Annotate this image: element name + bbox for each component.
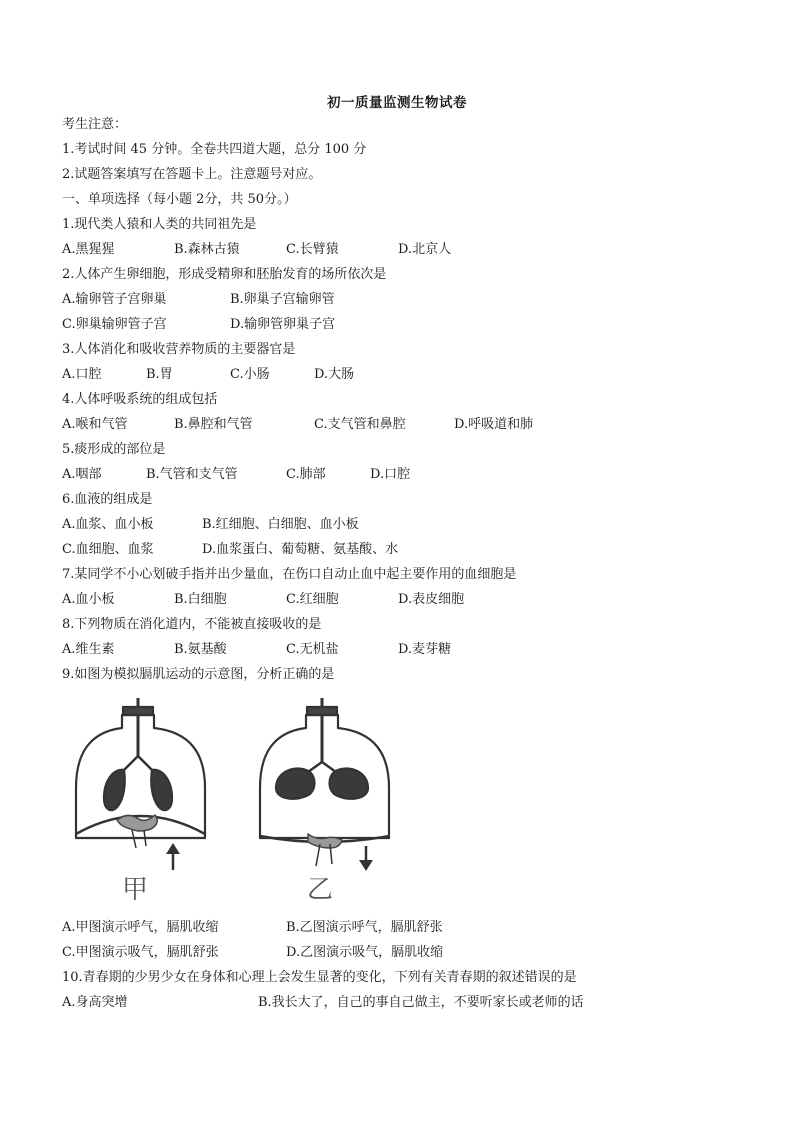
option-d: D.血浆蛋白、葡萄糖、氨基酸、水 — [202, 542, 399, 557]
option-row — [62, 291, 762, 309]
question-stem: 5.痰形成的部位是 — [62, 442, 166, 457]
diaphragm-model-diagram — [62, 698, 392, 908]
option-row — [62, 541, 762, 559]
option-b: B.卵巢子宫输卵管 — [230, 292, 335, 307]
option-c: C.长臂猿 — [286, 242, 339, 257]
question-stem: 9.如图为模拟膈肌运动的示意图，分析正确的是 — [62, 667, 335, 682]
option-b: B.我长大了，自己的事自己做主，不要听家长或老师的话 — [258, 995, 584, 1010]
option-a: A.维生素 — [62, 642, 115, 657]
option-d: D.北京人 — [398, 242, 452, 257]
option-c: C.肺部 — [286, 467, 326, 482]
option-c: C.卵巢输卵管子宫 — [62, 317, 167, 332]
question-stem: 7.某同学不小心划破手指并出少量血，在伤口自动止血中起主要作用的血细胞是 — [62, 567, 517, 582]
section-heading: 一、单项选择（每小题 2分，共 50分。） — [62, 192, 297, 207]
option-b: B.白细胞 — [174, 592, 227, 607]
option-a: A.甲图演示呼气，膈肌收缩 — [62, 920, 219, 935]
option-row — [62, 641, 762, 659]
option-b: B.乙图演示呼气，膈肌舒张 — [286, 920, 443, 935]
option-b: B.胃 — [146, 367, 173, 382]
figure-label-jia: 甲 — [122, 875, 149, 905]
diaphragm-model-figure — [62, 698, 392, 908]
option-c: C.血细胞、血浆 — [62, 542, 154, 557]
note-2: 2.试题答案填写在答题卡上。注意题号对应。 — [62, 167, 322, 182]
option-row — [62, 944, 762, 962]
option-a: A.喉和气管 — [62, 417, 128, 432]
option-d: D.口腔 — [370, 467, 411, 482]
option-row — [62, 591, 762, 609]
option-d: D.麦芽糖 — [398, 642, 452, 657]
option-a: A.输卵管子宫卵巢 — [62, 292, 167, 307]
notice-header: 考生注意： — [62, 117, 128, 132]
note-1: 1.考试时间 45 分钟。全卷共四道大题，总分 100 分 — [62, 142, 367, 157]
option-a: A.身高突增 — [62, 995, 128, 1010]
option-c: C.无机盐 — [286, 642, 339, 657]
jar-stopper — [123, 707, 153, 715]
option-row — [62, 316, 762, 334]
bell-jar-yi — [260, 698, 389, 871]
option-c: C.甲图演示吸气，膈肌舒张 — [62, 945, 219, 960]
bell-jar-jia — [76, 698, 205, 870]
hand — [117, 815, 157, 831]
question-stem: 8.下列物质在消化道内，不能被直接吸收的是 — [62, 617, 322, 632]
option-a: A.血小板 — [62, 592, 115, 607]
question-stem: 2.人体产生卵细胞，形成受精卵和胚胎发育的场所依次是 — [62, 267, 387, 282]
option-b: B.气管和支气管 — [146, 467, 238, 482]
option-row — [62, 994, 762, 1012]
hand — [308, 834, 342, 848]
option-row — [62, 366, 762, 384]
option-d: D.乙图演示吸气，膈肌收缩 — [286, 945, 444, 960]
option-a: A.黑猩猩 — [62, 242, 115, 257]
option-d: D.呼吸道和肺 — [454, 417, 534, 432]
question-stem: 3.人体消化和吸收营养物质的主要器官是 — [62, 342, 296, 357]
jar-stopper — [307, 707, 337, 715]
question-stem: 4.人体呼吸系统的组成包括 — [62, 392, 218, 407]
exam-title: 初一质量监测生物试卷 — [327, 95, 467, 111]
option-d: D.输卵管卵巢子宫 — [230, 317, 336, 332]
option-row — [62, 919, 762, 937]
question-stem: 1.现代类人猿和人类的共同祖先是 — [62, 217, 257, 232]
option-a: A.血浆、血小板 — [62, 517, 154, 532]
option-b: B.红细胞、白细胞、血小板 — [202, 517, 359, 532]
question-stem: 10.青春期的少男少女在身体和心理上会发生显著的变化，下列有关青春期的叙述错误的是 — [62, 970, 577, 985]
option-d: D.表皮细胞 — [398, 592, 465, 607]
option-c: C.红细胞 — [286, 592, 339, 607]
option-d: D.大肠 — [314, 367, 355, 382]
option-row — [62, 241, 762, 259]
figure-label-yi: 乙 — [307, 875, 334, 905]
option-row — [62, 466, 762, 484]
option-row — [62, 416, 762, 434]
option-c: C.小肠 — [230, 367, 270, 382]
option-a: A.咽部 — [62, 467, 102, 482]
option-row — [62, 516, 762, 534]
option-c: C.支气管和鼻腔 — [314, 417, 406, 432]
question-stem: 6.血液的组成是 — [62, 492, 153, 507]
option-b: B.森林古猿 — [174, 242, 240, 257]
option-b: B.氨基酸 — [174, 642, 227, 657]
option-b: B.鼻腔和气管 — [174, 417, 253, 432]
option-a: A.口腔 — [62, 367, 102, 382]
